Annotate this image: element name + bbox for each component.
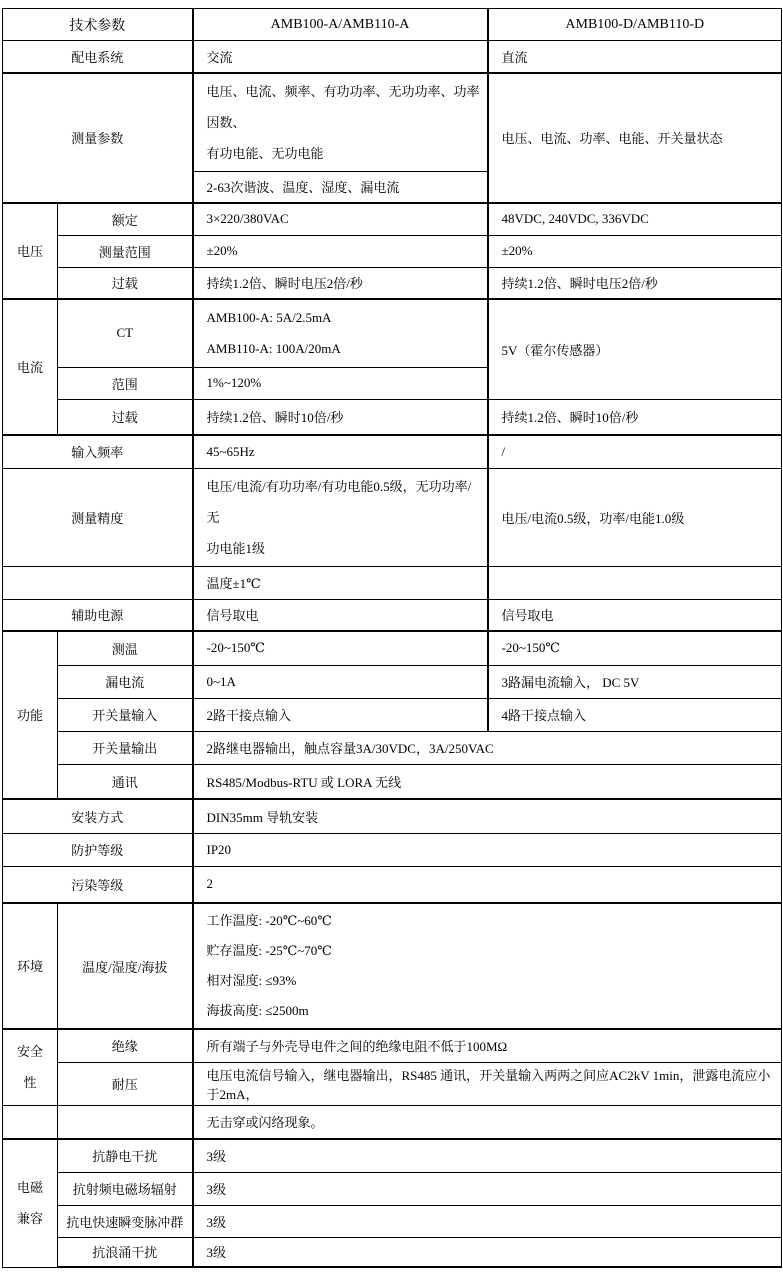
func-leakage-d: 3路漏电流输入， DC 5V: [488, 665, 782, 698]
current-overload-label: 过载: [58, 399, 193, 435]
distribution-value-d: 直流: [488, 41, 782, 73]
func-temp-d: -20~150℃: [488, 631, 782, 665]
aux-power-label: 辅助电源: [3, 599, 193, 631]
voltage-rated-d: 48VDC, 240VDC, 336VDC: [488, 203, 782, 235]
voltage-overload-label: 过载: [58, 267, 193, 299]
safety-group-label: 安全性: [3, 1029, 58, 1105]
row-safety-withstand-2: [3, 1105, 782, 1139]
accuracy-a-line1: 电压/电流/有功功率/有功电能0.5级，无功功率/无: [206, 478, 472, 525]
row-accuracy: [3, 468, 782, 566]
voltage-range-d: ±20%: [488, 235, 782, 267]
safety-withstand-value: 电压电流信号输入，继电器输出，RS485 通讯，开关量输入两两之间应AC2kV 1min，泄露电流应小于2mA，: [193, 1062, 782, 1105]
row-func-comm: [3, 764, 782, 799]
row-pollution: [3, 866, 782, 903]
current-ct-a-line1: AMB100-A: 5A/2.5mA: [206, 310, 332, 326]
current-group-label: 电流: [3, 299, 58, 435]
current-ct-a-line2: AMB110-A: 100A/20mA: [206, 341, 341, 357]
emc-rf-label: 抗射频电磁场辐射: [58, 1172, 193, 1205]
measure-value-a-line2: 有功电能、无功电能: [206, 145, 324, 161]
emc-esd-label: 抗静电干扰: [58, 1139, 193, 1172]
row-emc-eft: [3, 1205, 782, 1237]
row-voltage-range: [3, 235, 782, 267]
safety-insulation-label: 绝缘: [58, 1029, 193, 1062]
emc-group-label: 电磁兼容: [3, 1139, 58, 1267]
voltage-range-a: ±20%: [193, 235, 488, 267]
row-safety-insulation: [3, 1029, 782, 1062]
row-mounting: [3, 799, 782, 833]
current-range-label: 范围: [58, 367, 193, 399]
row-distribution: [3, 41, 782, 73]
environment-line3: 相对湿度: ≤93%: [206, 973, 297, 988]
row-accuracy-temp: [3, 566, 782, 599]
voltage-group-label: 电压: [3, 203, 58, 299]
input-freq-d: /: [488, 435, 782, 468]
measure-label: 测量参数: [3, 73, 193, 204]
voltage-rated-a: 3×220/380VAC: [193, 203, 488, 235]
functions-group-label: 功能: [3, 631, 58, 799]
voltage-overload-a: 持续1.2倍、瞬时电压2倍/秒: [193, 267, 488, 299]
func-temp-label: 测温: [58, 631, 193, 665]
func-do-value: 2路继电器输出，触点容量3A/30VDC，3A/250VAC: [193, 731, 782, 764]
accuracy-temp-label: [3, 566, 193, 599]
func-leakage-label: 漏电流: [58, 665, 193, 698]
row-aux-power: [3, 599, 782, 631]
environment-line1: 工作温度: -20℃~60℃: [206, 913, 332, 928]
row-emc-rf: [3, 1172, 782, 1205]
current-overload-d: 持续1.2倍、瞬时10倍/秒: [488, 399, 782, 435]
row-environment: [3, 903, 782, 1029]
row-voltage-rated: [3, 203, 782, 235]
emc-esd-value: 3级: [193, 1139, 782, 1172]
row-current-overload: [3, 399, 782, 435]
accuracy-temp-a: 温度±1℃: [193, 566, 488, 599]
emc-surge-value: 3级: [193, 1237, 782, 1267]
environment-value: [193, 903, 782, 1029]
pollution-value: 2: [193, 866, 782, 903]
current-overload-a: 持续1.2倍、瞬时10倍/秒: [193, 399, 488, 435]
row-func-di: [3, 698, 782, 731]
protection-label: 防护等级: [3, 833, 193, 866]
func-comm-value: RS485/Modbus-RTU 或 LORA 无线: [193, 764, 782, 799]
accuracy-temp-d: [488, 566, 782, 599]
distribution-value-a: 交流: [193, 41, 488, 73]
spec-table: [2, 8, 782, 1268]
mounting-value: DIN35mm 导轨安装: [193, 799, 782, 833]
func-di-label: 开关量输入: [58, 698, 193, 731]
row-current-ct: [3, 299, 782, 367]
row-measure-params: [3, 73, 782, 172]
accuracy-a-line2: 功电能1级: [206, 540, 266, 556]
row-func-temp: [3, 631, 782, 665]
input-freq-label: 输入频率: [3, 435, 193, 468]
aux-power-d: 信号取电: [488, 599, 782, 631]
measure-value-a: [193, 73, 488, 172]
row-input-freq: [3, 435, 782, 468]
row-emc-esd: [3, 1139, 782, 1172]
voltage-range-label: 测量范围: [58, 235, 193, 267]
environment-line2: 贮存温度: -25℃~70℃: [206, 943, 332, 958]
environment-group-label: 环境: [3, 903, 58, 1029]
header-row: [3, 9, 782, 41]
func-do-label: 开关量输出: [58, 731, 193, 764]
safety-empty-label-cell: [58, 1105, 193, 1139]
safety-withstand-label: 耐压: [58, 1062, 193, 1105]
row-safety-withstand: [3, 1062, 782, 1105]
header-tech-params: 技术参数: [3, 9, 193, 41]
row-emc-surge: [3, 1237, 782, 1267]
accuracy-a: [193, 468, 488, 566]
func-di-d: 4路干接点输入: [488, 698, 782, 731]
emc-rf-value: 3级: [193, 1172, 782, 1205]
safety-withstand-value-2: 无击穿或闪络现象。: [193, 1105, 782, 1139]
current-ct-label: CT: [58, 299, 193, 367]
row-protection: [3, 833, 782, 866]
func-temp-a: -20~150℃: [193, 631, 488, 665]
current-ct-a: [193, 299, 488, 367]
header-model-d: AMB100-D/AMB110-D: [488, 9, 782, 41]
accuracy-d: 电压/电流0.5级，功率/电能1.0级: [488, 468, 782, 566]
func-comm-label: 通讯: [58, 764, 193, 799]
environment-line4: 海拔高度: ≤2500m: [206, 1003, 309, 1018]
safety-insulation-value: 所有端子与外壳导电件之间的绝缘电阻不低于100MΩ: [193, 1029, 782, 1062]
voltage-overload-d: 持续1.2倍、瞬时电压2倍/秒: [488, 267, 782, 299]
header-model-a: AMB100-A/AMB110-A: [193, 9, 488, 41]
row-func-do: [3, 731, 782, 764]
measure-value-d: 电压、电流、功率、电能、开关量状态: [488, 73, 782, 204]
func-di-a: 2路干接点输入: [193, 698, 488, 731]
accuracy-label: 测量精度: [3, 468, 193, 566]
voltage-rated-label: 额定: [58, 203, 193, 235]
environment-label: 温度/湿度/海拔: [58, 903, 193, 1029]
row-func-leakage: [3, 665, 782, 698]
emc-eft-value: 3级: [193, 1205, 782, 1237]
protection-value: IP20: [193, 833, 782, 866]
input-freq-a: 45~65Hz: [193, 435, 488, 468]
safety-empty-group-cell: [3, 1105, 58, 1139]
emc-eft-label: 抗电快速瞬变脉冲群: [58, 1205, 193, 1237]
row-voltage-overload: [3, 267, 782, 299]
current-ct-d: 5V（霍尔传感器）: [488, 299, 782, 399]
pollution-label: 污染等级: [3, 866, 193, 903]
emc-surge-label: 抗浪涌干扰: [58, 1237, 193, 1267]
measure-value-a-line1: 电压、电流、频率、有功功率、无功功率、功率因数、: [206, 83, 480, 130]
distribution-label: 配电系统: [3, 41, 193, 73]
measure-value-a2: 2-63次谐波、温度、湿度、漏电流: [193, 171, 488, 203]
aux-power-a: 信号取电: [193, 599, 488, 631]
func-leakage-a: 0~1A: [193, 665, 488, 698]
mounting-label: 安装方式: [3, 799, 193, 833]
current-range-a: 1%~120%: [193, 367, 488, 399]
